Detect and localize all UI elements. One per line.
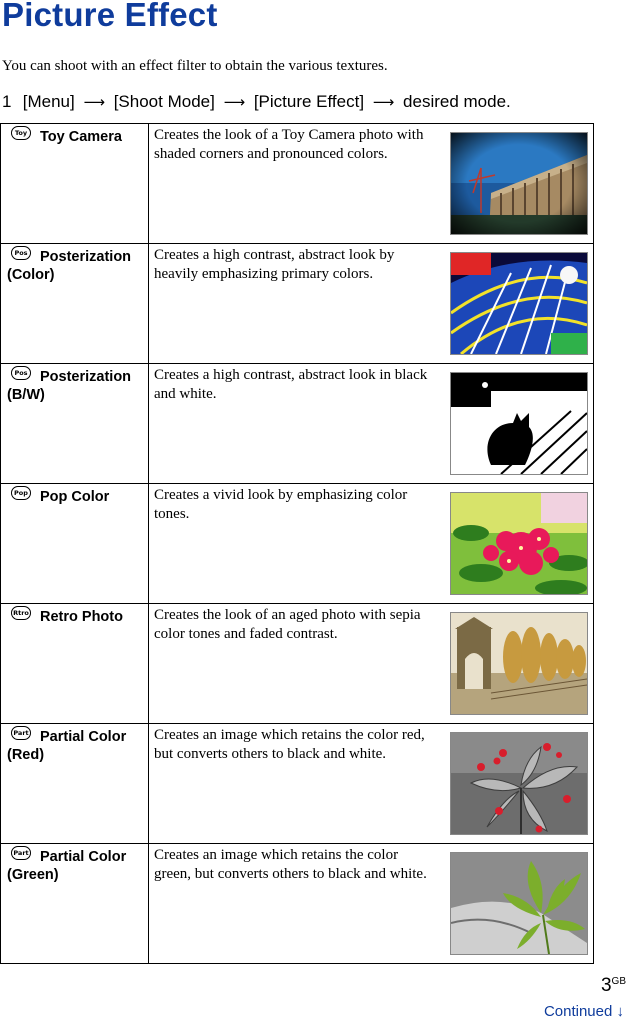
effect-description: Creates the look of a Toy Camera photo with shaded corners and pronounced colors. <box>154 127 424 162</box>
partial-color-green-icon: Part <box>11 846 31 860</box>
arrow-right-icon: ⟶ <box>372 94 395 111</box>
step-number: 1 <box>2 92 12 111</box>
posterization-bw-sample-image <box>450 372 588 475</box>
posterization-color-sample-image <box>450 252 588 355</box>
effects-table <box>0 123 594 964</box>
effect-name: Posterization (B/W) <box>7 369 132 403</box>
table-row <box>1 844 594 964</box>
arrow-down-icon: ↓ <box>616 1003 624 1020</box>
table-row <box>1 364 594 484</box>
arrow-right-icon: ⟶ <box>223 94 246 111</box>
pop-color-icon: Pop <box>11 486 31 500</box>
table-row <box>1 244 594 364</box>
page-title: Picture Effect <box>2 0 218 33</box>
page-suffix: GB <box>611 976 626 987</box>
effect-description: Creates a vivid look by emphasizing color tones. <box>154 487 408 522</box>
effect-name: Toy Camera <box>40 129 122 145</box>
partial-color-green-sample-image <box>450 852 588 955</box>
pop-color-sample-image <box>450 492 588 595</box>
table-row <box>1 604 594 724</box>
effect-name: Partial Color (Red) <box>7 729 127 763</box>
partial-color-red-sample-image <box>450 732 588 835</box>
step-menu: [Menu] <box>22 92 75 111</box>
partial-color-red-icon: Part <box>11 726 31 740</box>
intro-text: You can shoot with an effect filter to obtain the various textures. <box>2 58 388 74</box>
effect-name: Retro Photo <box>40 609 123 625</box>
retro-photo-sample-image <box>450 612 588 715</box>
arrow-right-icon: ⟶ <box>83 94 105 111</box>
effect-name: Pop Color <box>40 489 110 505</box>
step-shoot-mode: [Shoot Mode] <box>113 92 215 111</box>
table-row <box>1 724 594 844</box>
effect-name: Posterization (Color) <box>7 249 132 283</box>
effect-description: Creates the look of an aged photo with sepia color tones and faded contrast. <box>154 607 421 642</box>
effect-description: Creates an image which retains the color green, but converts others to black and white. <box>154 847 427 882</box>
effect-description: Creates a high contrast, abstract look in black and white. <box>154 367 428 402</box>
step-desired-mode: desired mode. <box>403 92 511 111</box>
retro-photo-icon: Rtro <box>11 606 31 620</box>
page-number: $3^{GB}$ <box>600 975 626 996</box>
posterization-color-icon: Pos <box>11 246 31 260</box>
posterization-bw-icon: Pos <box>11 366 31 380</box>
effect-description: Creates an image which retains the color red, but converts others to black and white. <box>154 727 425 762</box>
toy-camera-icon: Toy <box>11 126 31 140</box>
table-row <box>1 484 594 604</box>
effect-description: Creates a high contrast, abstract look by heavily emphasizing primary colors. <box>154 247 395 282</box>
continued-link[interactable]: Continued ↓ <box>543 1003 624 1020</box>
step-instruction <box>2 92 511 112</box>
table-row <box>1 124 594 244</box>
effect-name: Partial Color (Green) <box>7 849 127 883</box>
toy-camera-sample-image <box>450 132 588 235</box>
step-picture-effect: [Picture Effect] <box>253 92 365 111</box>
